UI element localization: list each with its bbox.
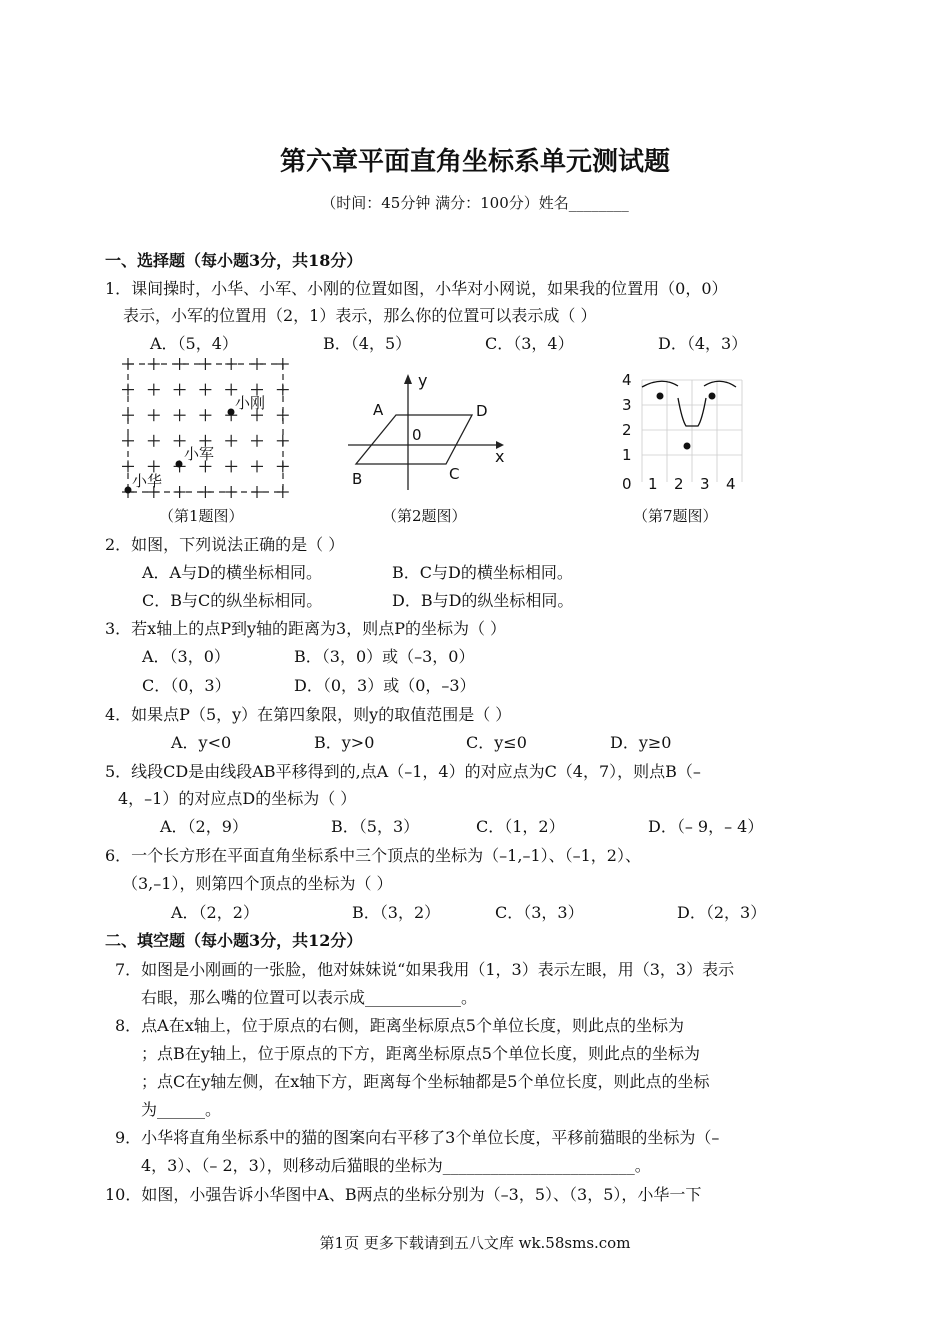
q1-line1: 1．课间操时，小华、小军、小刚的位置如图，小华对小网说，如果我的位置用（0，0） — [105, 279, 728, 298]
q8-line2: ；点B在y轴上，位于原点的下方，距离坐标原点5个单位长度，则此点的坐标为 — [141, 1044, 700, 1063]
figure-1-caption: （第1题图） — [159, 507, 244, 525]
y-tick-3: 3 — [622, 396, 632, 414]
q7-line2: 右眼，那么嘴的位置可以表示成____________。 — [141, 988, 478, 1007]
q4-stem: 4．如果点P（5，y）在第四象限，则y的取值范围是（ ） — [105, 705, 512, 724]
q7-line1: 7．如图是小刚画的一张脸，他对妹妹说“如果我用（1，3）表示左眼，用（3，3）表示 — [115, 960, 735, 979]
q6-option-c: C．（3，3） — [495, 903, 584, 922]
q3-stem: 3．若x轴上的点P到y轴的距离为3，则点P的坐标为（ ） — [105, 619, 507, 638]
x-tick-0: 0 — [622, 475, 632, 493]
q4-option-c: C．y≤0 — [466, 733, 527, 752]
q2-option-d: D．B与D的纵坐标相同。 — [392, 591, 574, 610]
q5-option-d: D．（– 9，– 4） — [648, 817, 764, 836]
exam-info: （时间：45分钟 满分：100分）姓名________ — [321, 194, 629, 212]
q4-option-b: B．y>0 — [314, 733, 375, 752]
xiaogang-label: 小刚 — [235, 394, 266, 412]
page-footer: 第1页 更多下载请到五八文库 wk.58sms.com — [319, 1234, 631, 1252]
q8-line3: ；点C在y轴左侧，在x轴下方，距离每个坐标轴都是5个单位长度，则此点的坐标 — [141, 1072, 710, 1091]
right-eyebrow — [704, 381, 736, 387]
x-axis-label: x — [495, 447, 505, 466]
q1-option-a: A．（5，4） — [150, 334, 238, 353]
figure-7-caption: （第7题图） — [633, 507, 718, 525]
section-2-heading: 二、填空题（每小题3分，共12分） — [105, 931, 363, 950]
figure-1-grid — [118, 358, 294, 500]
q9-line1: 9．小华将直角坐标系中的猫的图案向右平移了3个单位长度，平移前猫眼的坐标为（– — [115, 1128, 720, 1147]
y-axis-label: y — [418, 371, 428, 390]
xiaohua-point — [125, 487, 132, 494]
figure-2-caption: （第2题图） — [382, 507, 467, 525]
q8-line1: 8．点A在x轴上，位于原点的右侧，距离坐标原点5个单位长度，则此点的坐标为 — [115, 1016, 684, 1035]
q6-option-d: D．（2，3） — [677, 903, 767, 922]
y-tick-1: 1 — [622, 446, 632, 464]
origin-label: 0 — [412, 426, 422, 444]
q1-option-b: B．（4，5） — [323, 334, 412, 353]
y-tick-4: 4 — [622, 371, 632, 389]
q1-option-d: D．（4，3） — [658, 334, 748, 353]
q6-line1: 6．一个长方形在平面直角坐标系中三个顶点的坐标为（–1,–1）、（–1，2）、 — [105, 846, 641, 865]
xiaogang-point — [228, 409, 235, 416]
q9-line2: 4，3）、（– 2，3），则移动后猫眼的坐标为________________________。 — [141, 1156, 651, 1175]
q8-line4: 为______。 — [141, 1100, 222, 1119]
xiaohua-label: 小华 — [132, 472, 163, 490]
point-a-label: A — [373, 401, 384, 419]
figure-2-axes — [338, 368, 518, 493]
x-tick-2: 2 — [674, 475, 684, 493]
mouth-point — [684, 443, 691, 450]
q2-option-a: A．A与D的横坐标相同。 — [142, 563, 322, 582]
q1-line2: 表示，小军的位置用（2，1）表示，那么你的位置可以表示成（ ） — [123, 306, 597, 325]
q4-option-a: A．y<0 — [171, 733, 232, 752]
point-d-label: D — [476, 402, 488, 420]
page-title: 第六章平面直角坐标系单元测试题 — [279, 147, 670, 177]
q6-option-b: B．（3，2） — [352, 903, 441, 922]
x-tick-1: 1 — [648, 475, 658, 493]
q5-option-a: A．（2，9） — [160, 817, 248, 836]
y-tick-2: 2 — [622, 421, 632, 439]
q5-option-c: C．（1，2） — [476, 817, 565, 836]
right-eye — [709, 393, 716, 400]
q3-option-b: B．（3，0）或（–3，0） — [294, 647, 475, 666]
xiaojun-label: 小军 — [184, 445, 215, 463]
xiaojun-point — [176, 461, 183, 468]
figure-7-face — [612, 366, 752, 496]
q10-line1: 10．如图，小强告诉小华图中A、B两点的坐标分别为（–3，5）、（3，5），小华一下 — [105, 1185, 702, 1204]
point-c-label: C — [449, 465, 460, 483]
q3-option-a: A．（3，0） — [142, 647, 230, 666]
q2-option-b: B．C与D的横坐标相同。 — [392, 563, 573, 582]
q3-option-c: C．（0，3） — [142, 676, 231, 695]
q3-option-d: D．（0，3）或（0，–3） — [294, 676, 476, 695]
q5-option-b: B．（5，3） — [331, 817, 420, 836]
point-b-label: B — [352, 470, 363, 488]
q2-option-c: C．B与C的纵坐标相同。 — [142, 591, 323, 610]
x-tick-3: 3 — [700, 475, 710, 493]
x-tick-4: 4 — [726, 475, 736, 493]
q5-line2: 4，–1）的对应点D的坐标为（ ） — [118, 789, 357, 808]
q6-option-a: A．（2，2） — [171, 903, 259, 922]
left-eye — [657, 393, 664, 400]
q2-stem: 2．如图，下列说法正确的是（ ） — [105, 535, 345, 554]
section-1-heading: 一、选择题（每小题3分，共18分） — [105, 251, 363, 270]
q1-option-c: C．（3，4） — [485, 334, 574, 353]
q6-line2: （3,–1），则第四个顶点的坐标为（ ） — [122, 874, 393, 893]
left-eyebrow — [642, 381, 678, 387]
q5-line1: 5．线段CD是由线段AB平移得到的,点A（–1，4）的对应点为C（4，7），则点B（– — [105, 762, 701, 781]
q4-option-d: D．y≥0 — [610, 733, 672, 752]
